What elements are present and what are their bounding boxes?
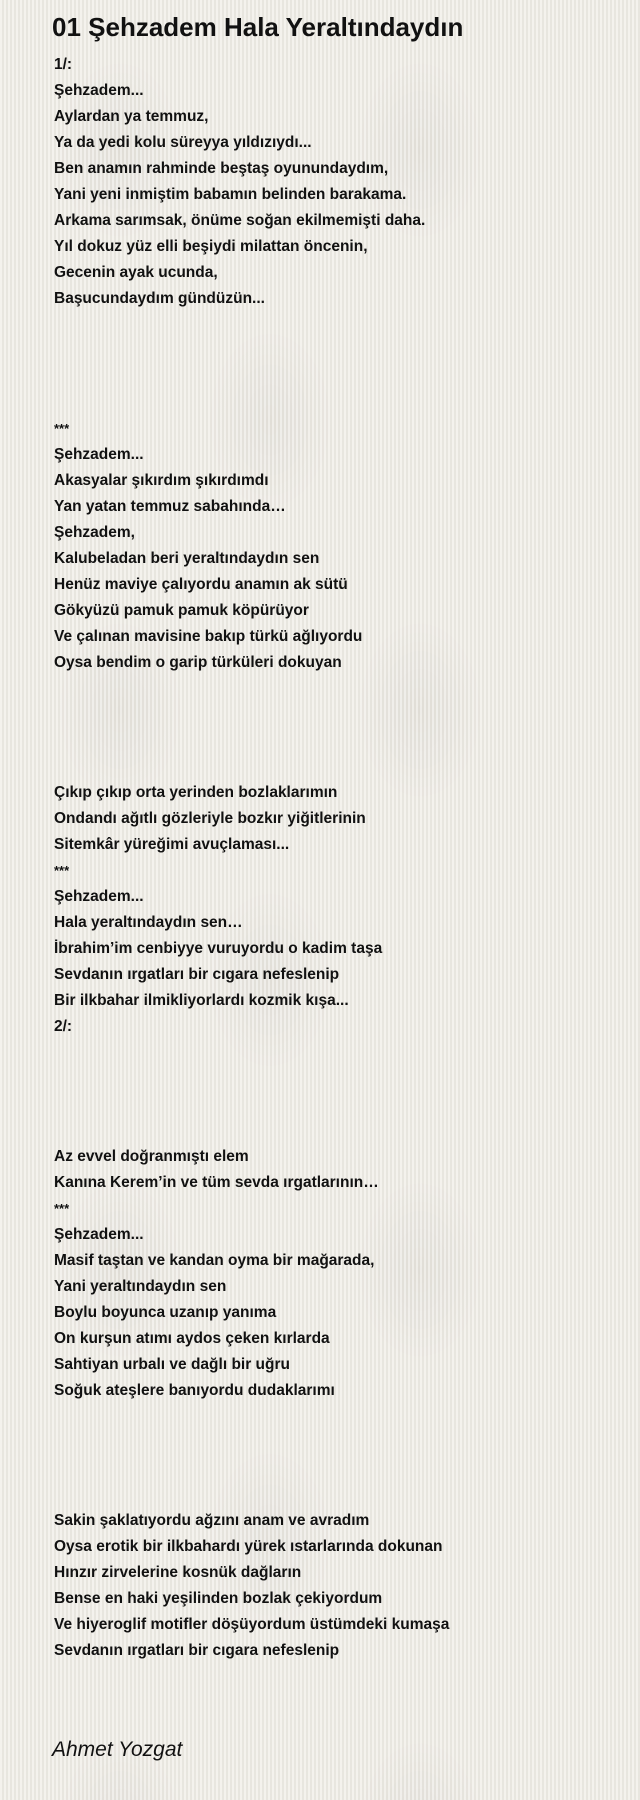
poem-line: Şehzadem... — [54, 1226, 144, 1243]
poem-line: Akasyalar şıkırdım şıkırdımdı — [54, 472, 269, 489]
stanza-separator: *** — [54, 863, 70, 878]
stanza-gap — [54, 728, 614, 754]
poem-body — [54, 52, 614, 1664]
poem-line: Yani yeraltındaydın sen — [54, 1278, 227, 1295]
poem-line: Şehzadem... — [54, 888, 144, 905]
poem-line: İbrahim’im cenbiyye vuruyordu o kadim taşa — [54, 940, 383, 957]
stanza-gap — [54, 1118, 614, 1144]
author-name: Ahmet Yozgat — [52, 1738, 183, 1761]
stanza-gap — [54, 1092, 614, 1118]
stanza-gap — [54, 390, 614, 416]
poem-line: 1/: — [54, 56, 73, 73]
poem-line: Ve çalınan mavisine bakıp türkü ağlıyordu — [54, 628, 363, 645]
poem-line: Sahtiyan urbalı ve dağlı bir uğru — [54, 1356, 290, 1373]
poem-line: Boylu boyunca uzanıp yanıma — [54, 1304, 277, 1321]
stanza-gap — [54, 754, 614, 780]
stanza-gap — [54, 1482, 614, 1508]
poem-line: Şehzadem... — [54, 446, 144, 463]
poem-line: Ben anamın rahminde beştaş oyunundaydım, — [54, 160, 389, 177]
poem-line: Arkama sarımsak, önüme soğan ekilmemişti daha. — [54, 212, 426, 229]
poem-line: Kanına Kerem’in ve tüm sevda ırgatlarının… — [54, 1174, 379, 1191]
poem-line: Soğuk ateşlere banıyordu dudaklarımı — [54, 1382, 335, 1399]
poem-line: 2/: — [54, 1018, 73, 1035]
poem-line: Yıl dokuz yüz elli beşiydi milattan öncenin, — [54, 238, 368, 255]
poem-line: Sakin şaklatıyordu ağzını anam ve avradım — [54, 1512, 370, 1529]
stanza-gap — [54, 702, 614, 728]
poem-line: Ondandı ağıtlı gözleriyle bozkır yiğitlerinin — [54, 810, 366, 827]
poem-line: Henüz maviye çalıyordu anamın ak sütü — [54, 576, 348, 593]
poem-line: On kurşun atımı aydos çeken kırlarda — [54, 1330, 330, 1347]
stanza-gap — [54, 1430, 614, 1456]
poem-line: Gecenin ayak ucunda, — [54, 264, 218, 281]
stanza-gap — [54, 338, 614, 364]
poem-line: Ve hiyeroglif motifler döşüyordum üstümdeki kumaşa — [54, 1616, 450, 1633]
stanza-gap — [54, 364, 614, 390]
poem-line: Oysa erotik bir ilkbahardı yürek ıstarlarında dokunan — [54, 1538, 443, 1555]
stanza-gap — [54, 1456, 614, 1482]
poem-line: Çıkıp çıkıp orta yerinden bozlaklarımın — [54, 784, 338, 801]
poem-title: 01 Şehzadem Hala Yeraltındaydın — [52, 12, 464, 42]
poem-line: Masif taştan ve kandan oyma bir mağarada, — [54, 1252, 375, 1269]
poem-line: Bir ilkbahar ilmikliyorlardı kozmik kışa... — [54, 992, 349, 1009]
stanza-gap — [54, 312, 614, 338]
poem-line: Oysa bendim o garip türküleri dokuyan — [54, 654, 342, 671]
poem-line: Hınzır zirvelerine kosnük dağların — [54, 1564, 302, 1581]
stanza-gap — [54, 1066, 614, 1092]
poem-line: Sevdanın ırgatları bir cıgara nefeslenip — [54, 1642, 340, 1659]
poem-line: Şehzadem... — [54, 82, 144, 99]
stanza-gap — [54, 1404, 614, 1430]
poem-line: Sevdanın ırgatları bir cıgara nefeslenip — [54, 966, 340, 983]
poem-line: Şehzadem, — [54, 524, 135, 541]
poem-line: Hala yeraltındaydın sen… — [54, 914, 243, 931]
poem-line: Yani yeni inmiştim babamın belinden barakama. — [54, 186, 407, 203]
poem-line: Aylardan ya temmuz, — [54, 108, 209, 125]
stanza-separator: *** — [54, 1201, 70, 1216]
poem-line: Sitemkâr yüreğimi avuçlaması... — [54, 836, 290, 853]
poem-line: Başucundaydım gündüzün... — [54, 290, 265, 307]
stanza-gap — [54, 676, 614, 702]
poem-line: Ya da yedi kolu süreyya yıldızıydı... — [54, 134, 312, 151]
poem-line: Kalubeladan beri yeraltındaydın sen — [54, 550, 320, 567]
stanza-separator: *** — [54, 421, 70, 436]
poem-line: Gökyüzü pamuk pamuk köpürüyor — [54, 602, 309, 619]
stanza-gap — [54, 1040, 614, 1066]
poem-line: Yan yatan temmuz sabahında… — [54, 498, 286, 515]
poem-line: Az evvel doğranmıştı elem — [54, 1148, 249, 1165]
poem-line: Bense en haki yeşilinden bozlak çekiyordum — [54, 1590, 383, 1607]
